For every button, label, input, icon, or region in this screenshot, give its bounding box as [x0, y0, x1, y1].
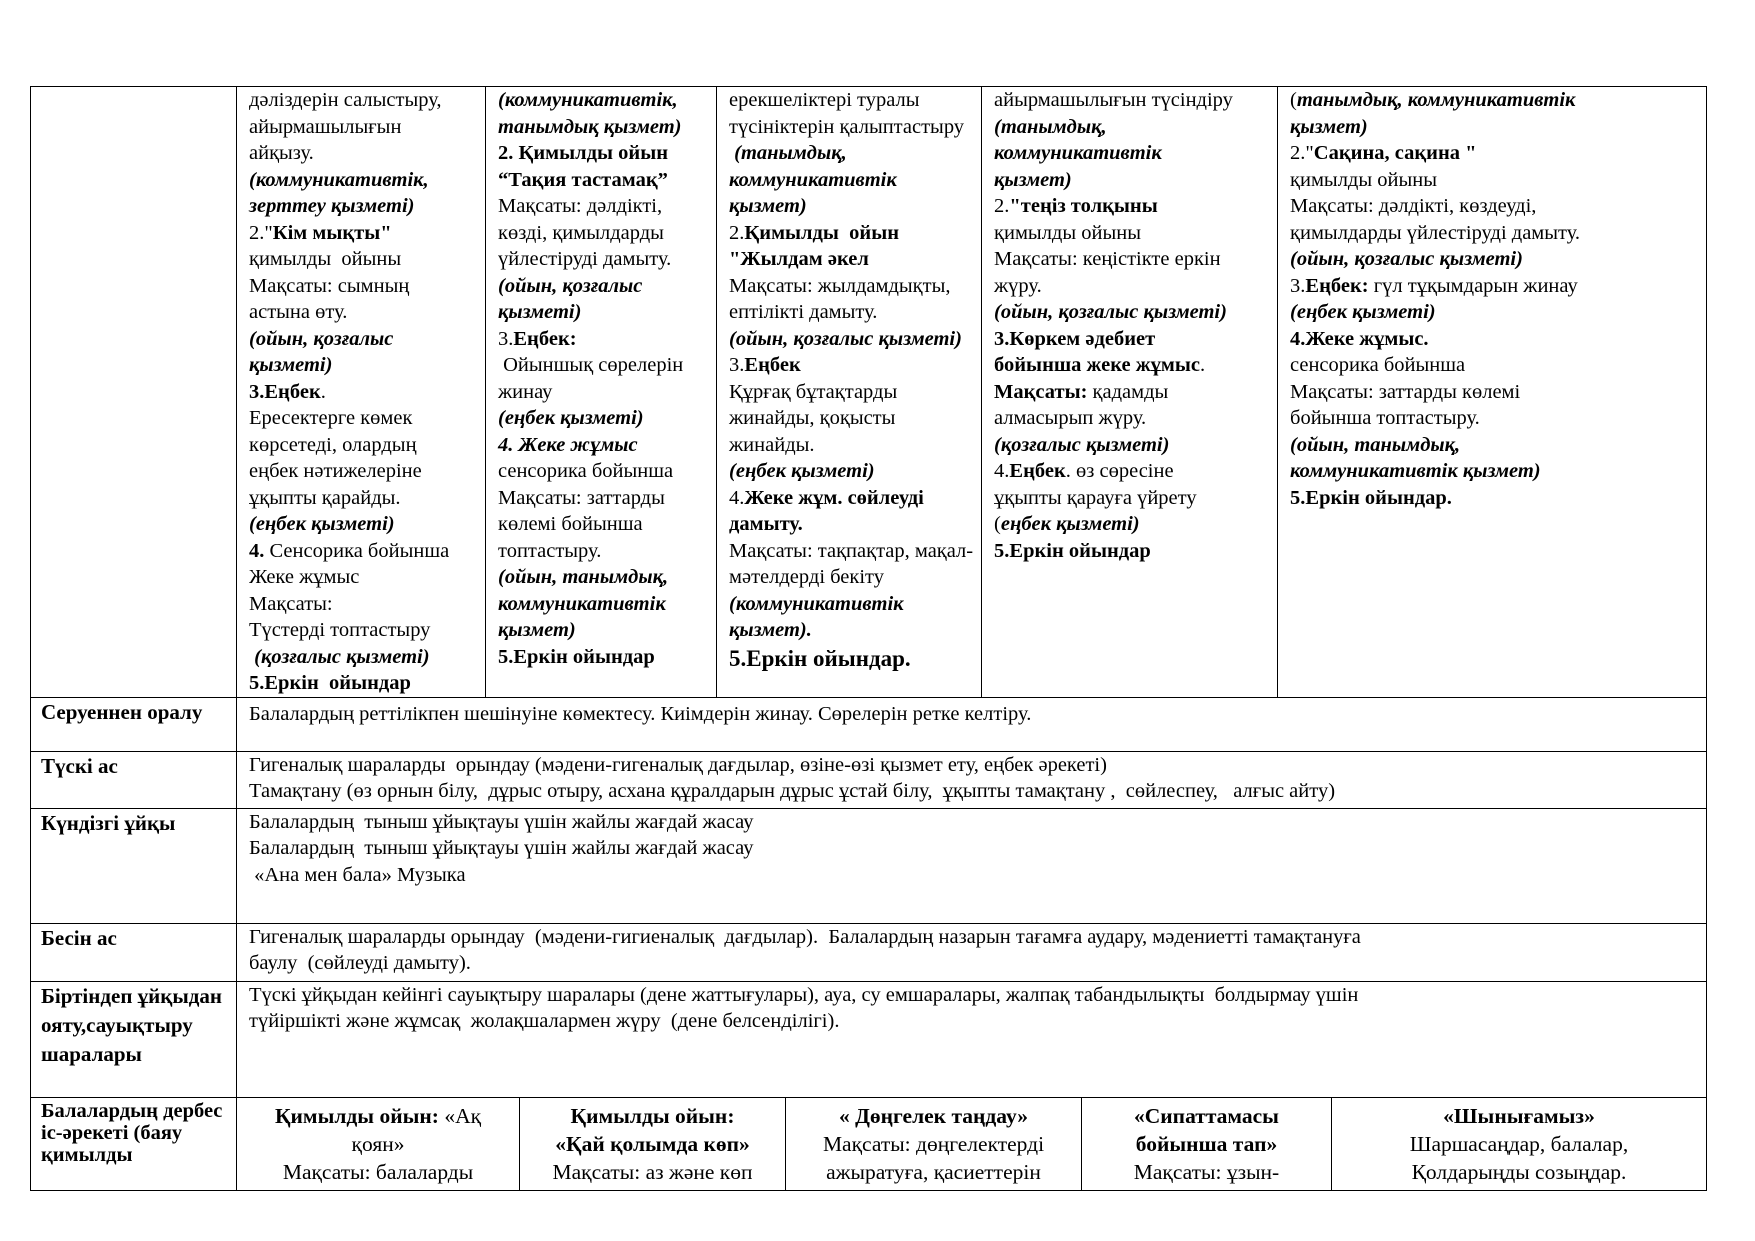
text-run: қимылды ойыны	[1290, 168, 1437, 191]
day-column-4	[982, 87, 1278, 698]
text-run: Еңбек:	[513, 327, 577, 350]
text-line	[729, 485, 981, 512]
text-run: үйлестіруді дамыту.	[498, 248, 672, 270]
text-line	[729, 87, 981, 114]
text-run: (ойын, қозғалыс	[498, 274, 643, 297]
text-run: (қозғалыс қызметі)	[994, 433, 1170, 456]
activity-cell-4	[1082, 1097, 1332, 1190]
text-line	[498, 379, 716, 406]
text-run: 4.Жеке жұмыс.	[1290, 327, 1429, 350]
text-run: жүру.	[994, 274, 1042, 297]
text-line	[249, 273, 485, 300]
activity-continuation-row	[31, 87, 1707, 698]
text-line	[498, 644, 716, 671]
text-line	[994, 511, 1277, 538]
text-run: (ойын, қозғалыс қызметі)	[1290, 248, 1523, 270]
day-column-1	[237, 87, 486, 698]
text-line: Гигеналық шараларды орындау (мәдени-гигеналық дағдылар, өзіне-өзі қызмет ету, еңбек әрекеті)	[249, 753, 1107, 776]
text-run: қызмет)	[498, 619, 576, 641]
text-run: (еңбек қызметі)	[249, 513, 395, 535]
row-label: Бесін ас	[31, 923, 237, 981]
text-run: гүл тұқымдарын жинау	[1368, 274, 1578, 297]
activity-cell-3	[786, 1097, 1082, 1190]
text-run: 3.Көркем әдебиет	[994, 327, 1156, 350]
text-line	[994, 273, 1277, 300]
text-line: «Ана мен бала» Музыка	[249, 863, 466, 886]
table-row	[31, 923, 1707, 981]
text-run: қызмет)	[1290, 115, 1368, 138]
text-run: Еңбек	[1009, 460, 1066, 482]
text-line: Гигеналық шараларды орындау (мәдени-гигиеналық дағдылар). Балалардың назарын тағамға аудару, мәдениетті тамақтануға	[249, 925, 1361, 948]
text-line	[994, 405, 1277, 432]
goal-text-line2: ажыратуға, қасиеттерін	[826, 1159, 1041, 1184]
day-column-3	[717, 87, 982, 698]
text-line	[249, 564, 485, 591]
text-line	[729, 299, 981, 326]
text-line	[1290, 114, 1706, 141]
text-run: (ойын, қозғалыс	[249, 327, 394, 350]
text-line	[249, 140, 485, 167]
text-run: Мақсаты: тақпақтар, мақал-	[729, 539, 974, 562]
text-line	[1290, 326, 1706, 353]
text-line	[729, 644, 981, 674]
poem-line: Шаршасаңдар, балалар,	[1409, 1131, 1629, 1156]
text-line	[249, 511, 485, 538]
text-line: баулу (сөйлеуді дамыту).	[249, 952, 471, 974]
text-run: Құрғақ бұтақтарды	[729, 380, 898, 403]
text-run: 5.Еркін ойындар.	[1290, 486, 1452, 509]
text-line	[498, 458, 716, 485]
text-run: Мақсаты: заттарды	[498, 486, 665, 509]
text-run: Жеке жұмыс	[249, 566, 360, 588]
text-run: Мақсаты:	[249, 592, 333, 615]
daily-plan-table	[30, 86, 1707, 1098]
text-run: қимылдарды үйлестіруді дамыту.	[1290, 221, 1581, 244]
text-run: Мақсаты: сымның	[249, 274, 410, 297]
game-title-line2: «Қай қолымда көп»	[555, 1131, 750, 1156]
text-run: (танымдық,	[729, 142, 847, 164]
text-line	[994, 246, 1277, 273]
text-line: Балалардың тыныш ұйықтауы үшін жайлы жағдай жасау	[249, 837, 754, 859]
text-run: танымдық, коммуникативтік	[1296, 89, 1576, 111]
text-run: сенсорика бойынша	[1290, 354, 1466, 376]
text-line	[994, 485, 1277, 512]
text-line	[1290, 299, 1706, 326]
text-run: 3.Еңбек	[249, 380, 321, 403]
text-line	[249, 220, 485, 247]
text-run: айырмашылығын	[249, 115, 402, 138]
text-run: зерттеу қызметі)	[249, 195, 415, 217]
text-line	[729, 326, 981, 353]
text-run: (	[994, 513, 1001, 535]
text-run: еңбек қызметі)	[1000, 513, 1140, 535]
text-line	[249, 538, 485, 565]
text-line	[1290, 379, 1706, 406]
row-label: Балалардың дербес іс-әрекеті (баяу қимылды	[31, 1097, 237, 1190]
text-run: 3.	[729, 354, 745, 376]
text-line	[249, 379, 485, 406]
text-line	[1290, 87, 1706, 114]
text-run: Мақсаты: заттарды көлемі	[1290, 380, 1521, 403]
activity-cell-1	[237, 1097, 520, 1190]
text-line	[994, 458, 1277, 485]
row-label-empty	[31, 87, 237, 698]
text-run: (	[1290, 89, 1297, 111]
text-run: (коммуникативтік	[729, 592, 904, 615]
text-line	[498, 167, 716, 194]
text-line	[729, 405, 981, 432]
text-run: көзді, қимылдарды	[498, 221, 664, 244]
text-run: коммуникативтік қызмет)	[1290, 460, 1541, 482]
text-line	[1290, 432, 1706, 459]
text-run: Сақина, сақина "	[1313, 142, 1477, 164]
text-run: бойынша жеке жұмыс	[994, 354, 1200, 376]
text-line	[249, 591, 485, 618]
text-run: 3.	[1290, 274, 1306, 297]
text-run: айырмашылығын түсіндіру	[994, 89, 1233, 111]
text-run: 5.Еркін ойындар.	[729, 645, 911, 671]
row-label: Серуеннен оралу	[31, 697, 237, 751]
row-content	[237, 697, 1707, 751]
text-line	[1290, 405, 1706, 432]
text-line	[729, 167, 981, 194]
text-line	[249, 352, 485, 379]
text-run: қызмет)	[729, 195, 807, 217]
goal-text: Мақсаты: балаларды	[282, 1159, 474, 1184]
text-run: .	[1199, 354, 1206, 376]
row-content	[237, 808, 1707, 923]
text-run: 2."	[249, 221, 273, 244]
text-line	[1290, 220, 1706, 247]
text-line	[1290, 352, 1706, 379]
text-line	[498, 246, 716, 273]
text-run: (еңбек қызметі)	[729, 460, 875, 482]
text-run: (еңбек қызметі)	[1290, 301, 1436, 323]
game-title: Қимылды ойын:	[570, 1103, 735, 1128]
text-line	[498, 538, 716, 565]
text-run: бойынша топтастыру.	[1290, 407, 1480, 429]
game-title-tail: «Ақ	[444, 1103, 482, 1128]
text-line	[249, 299, 485, 326]
text-line	[994, 326, 1277, 353]
text-line	[994, 538, 1277, 565]
text-line	[498, 114, 716, 141]
text-run: Ойыншық сөрелерін	[498, 354, 684, 376]
text-line	[249, 167, 485, 194]
game-title-line2: қоян»	[351, 1131, 405, 1156]
text-line	[249, 87, 485, 114]
row-label: Біртіндеп ұйқыдан ояту,сауықтыру шаралары	[31, 981, 237, 1097]
text-line: Түскі ұйқыдан кейінгі сауықтыру шаралары (дене жаттығулары), ауа, су емшаралары, жалпақ табандылықты болдырмау үшін	[249, 983, 1359, 1006]
text-line	[729, 564, 981, 591]
text-line	[994, 140, 1277, 167]
text-line	[249, 644, 485, 671]
text-line	[498, 485, 716, 512]
text-run: еңбек нәтижелеріне	[249, 460, 422, 482]
text-run: қызмет)	[994, 168, 1072, 191]
text-run: (ойын, танымдық,	[1290, 433, 1461, 456]
text-line	[498, 591, 716, 618]
text-line	[729, 538, 981, 565]
text-line	[249, 326, 485, 353]
text-run: түсініктерін қалыптастыру	[729, 115, 965, 138]
text-run: астына өту.	[249, 301, 348, 323]
text-run: мәтелдерді бекіту	[729, 566, 884, 588]
text-run: сенсорика бойынша	[498, 460, 674, 482]
text-run: Мақсаты: жылдамдықты,	[729, 274, 951, 297]
text-line	[498, 564, 716, 591]
text-run: жинайды, қоқысты	[729, 407, 896, 429]
text-line	[498, 326, 716, 353]
row-label: Түскі ас	[31, 751, 237, 808]
text-line	[249, 246, 485, 273]
text-run: "теңіз толқыны	[1009, 195, 1158, 217]
text-run: "Жылдам әкел	[729, 248, 869, 270]
text-line	[498, 193, 716, 220]
text-line	[249, 670, 485, 697]
text-run: “Тақия тастамақ”	[498, 168, 668, 191]
text-run: көрсетеді, олардың	[249, 433, 417, 456]
text-run: . өз сөресіне	[1065, 460, 1174, 482]
text-run: (ойын, танымдық,	[498, 566, 669, 588]
text-run: 2.	[729, 221, 745, 244]
text-line	[994, 167, 1277, 194]
text-run: (танымдық,	[994, 115, 1107, 138]
text-line	[729, 432, 981, 459]
text-run: қимылды ойыны	[249, 248, 402, 270]
text-line	[994, 432, 1277, 459]
text-run: қызметі)	[498, 301, 582, 323]
text-line	[994, 299, 1277, 326]
text-run: ұқыпты қарауға үйрету	[994, 486, 1197, 509]
text-line	[994, 114, 1277, 141]
text-line	[498, 405, 716, 432]
text-line	[729, 193, 981, 220]
text-run: Еңбек	[744, 354, 801, 376]
text-line	[729, 591, 981, 618]
text-run: дәліздерін салыстыру,	[249, 89, 442, 111]
text-run: (коммуникативтік,	[498, 89, 678, 111]
text-run: ерекшеліктері туралы	[729, 89, 920, 111]
text-line	[498, 432, 716, 459]
table-row	[31, 697, 1707, 751]
text-run: Мақсаты: дәлдікті,	[498, 195, 663, 217]
text-run: 2.	[994, 195, 1010, 217]
text-line	[729, 220, 981, 247]
text-run: топтастыру.	[498, 539, 602, 562]
text-run: Ересектерге көмек	[249, 407, 413, 429]
text-run: Мақсаты:	[994, 380, 1093, 403]
text-line	[249, 405, 485, 432]
table-row	[31, 808, 1707, 923]
text-line	[498, 273, 716, 300]
text-run: Сенсорика бойынша	[269, 539, 450, 562]
text-line	[1290, 246, 1706, 273]
text-run: дамыту.	[729, 513, 803, 535]
text-line: Балалардың тыныш ұйықтауы үшін жайлы жағдай жасау	[249, 810, 754, 833]
text-line	[1290, 193, 1706, 220]
text-run: Түстерді топтастыру	[249, 619, 431, 641]
text-run: 4.	[249, 539, 270, 562]
text-line: Тамақтану (өз орнын білу, дұрыс отыру, асхана құралдарын дұрыс ұстай білу, ұқыпты тамақтану , сөйлеспеу, алғыс айту)	[249, 780, 1336, 802]
text-run: .	[320, 380, 326, 403]
goal-text: Мақсаты: дөңгелектерді	[822, 1131, 1045, 1156]
activity-cell-2	[520, 1097, 786, 1190]
text-line	[1290, 458, 1706, 485]
text-line: Балалардың реттілікпен шешінуіне көмектесу. Киімдерін жинау. Сөрелерін ретке келтіру.	[249, 702, 1032, 725]
text-line	[498, 87, 716, 114]
text-run: қимылды ойыны	[994, 221, 1141, 244]
text-run: 5.Еркін ойындар	[994, 539, 1151, 562]
text-line	[498, 140, 716, 167]
text-run: (ойын, қозғалыс қызметі)	[729, 327, 962, 350]
text-line	[249, 458, 485, 485]
text-run: Кім мықты"	[272, 221, 392, 244]
text-run: алмасырып жүру.	[994, 407, 1147, 429]
text-line: түйіршікті және жұмсақ жолақшалармен жүру (дене белсенділігі).	[249, 1010, 840, 1032]
table-row	[31, 751, 1707, 808]
activity-cell-5	[1332, 1097, 1707, 1190]
text-line	[498, 220, 716, 247]
text-run: коммуникативтік	[729, 168, 897, 191]
text-run: Жеке жұм. сөйлеуді	[744, 486, 924, 509]
independent-activity-table	[30, 1097, 1707, 1191]
text-line	[729, 114, 981, 141]
text-line	[729, 352, 981, 379]
text-run: Мақсаты: кеңістікте еркін	[994, 248, 1221, 270]
game-title: «Шынығамыз»	[1443, 1103, 1595, 1128]
text-line	[1290, 273, 1706, 300]
text-line	[729, 511, 981, 538]
game-title: « Дөңгелек таңдау»	[839, 1103, 1028, 1128]
goal-text: Мақсаты: ұзын-	[1133, 1159, 1280, 1184]
text-run: ептілікті дамыту.	[729, 301, 878, 323]
text-line	[729, 379, 981, 406]
goal-text: Мақсаты: аз және көп	[552, 1159, 753, 1184]
text-line	[249, 193, 485, 220]
text-run: 3.	[498, 327, 514, 350]
text-line	[729, 617, 981, 644]
row-content	[237, 981, 1707, 1097]
text-line	[498, 511, 716, 538]
poem-line-2: Қолдарыңды созыңдар.	[1411, 1159, 1627, 1184]
text-line	[249, 432, 485, 459]
text-line	[498, 352, 716, 379]
text-run: коммуникативтік	[498, 592, 666, 615]
text-line	[1290, 485, 1706, 512]
text-line	[498, 617, 716, 644]
text-line	[729, 140, 981, 167]
text-run: жинайды.	[729, 433, 815, 456]
plan-table-page	[30, 86, 1706, 1191]
text-line	[994, 379, 1277, 406]
text-run: 2."	[1290, 142, 1314, 164]
text-run: көлемі бойынша	[498, 513, 643, 535]
text-line	[1290, 167, 1706, 194]
row-content	[237, 923, 1707, 981]
text-run: айқызу.	[249, 142, 314, 164]
text-run: 4.	[729, 486, 745, 509]
text-run: (коммуникативтік,	[249, 168, 429, 191]
day-column-2	[486, 87, 717, 698]
game-title: Қимылды ойын:	[274, 1103, 445, 1128]
text-run: қызметі)	[249, 354, 333, 376]
text-line	[729, 273, 981, 300]
text-line	[994, 87, 1277, 114]
text-run: (ойын, қозғалыс қызметі)	[994, 301, 1227, 323]
text-line	[249, 617, 485, 644]
text-run: Мақсаты: дәлдікті, көздеуді,	[1290, 195, 1537, 217]
text-line	[498, 299, 716, 326]
table-row	[31, 981, 1707, 1097]
text-run: ұқыпты қарайды.	[249, 486, 401, 509]
game-title-line2: бойынша тап»	[1135, 1131, 1278, 1156]
text-run: (еңбек қызметі)	[498, 407, 644, 429]
text-run: 4.	[994, 460, 1010, 482]
text-run: 2. Қимылды ойын	[498, 142, 669, 164]
text-line	[729, 458, 981, 485]
text-run: қадамды	[1092, 380, 1169, 403]
text-run: қызмет).	[729, 619, 812, 641]
text-run: (қозғалыс қызметі)	[249, 645, 430, 668]
text-line	[249, 114, 485, 141]
text-run: Қимылды ойын	[744, 221, 900, 244]
row-content	[237, 751, 1707, 808]
text-run: жинау	[498, 380, 553, 403]
text-line	[994, 193, 1277, 220]
text-run: 5.Еркін ойындар	[498, 645, 655, 668]
text-line	[994, 352, 1277, 379]
text-run: танымдық қызмет)	[498, 115, 682, 138]
text-line	[729, 246, 981, 273]
game-title: «Сипаттамасы	[1134, 1103, 1279, 1128]
text-run: коммуникативтік	[994, 142, 1162, 164]
text-run: 4. Жеке жұмыс	[498, 433, 638, 456]
text-run: Еңбек:	[1305, 274, 1369, 297]
day-column-5	[1278, 87, 1707, 698]
row-label: Күндізгі ұйқы	[31, 808, 237, 923]
text-line	[994, 220, 1277, 247]
text-run: 5.Еркін ойындар	[249, 672, 411, 694]
text-line	[1290, 140, 1706, 167]
table-row	[31, 1097, 1707, 1190]
text-line	[249, 485, 485, 512]
